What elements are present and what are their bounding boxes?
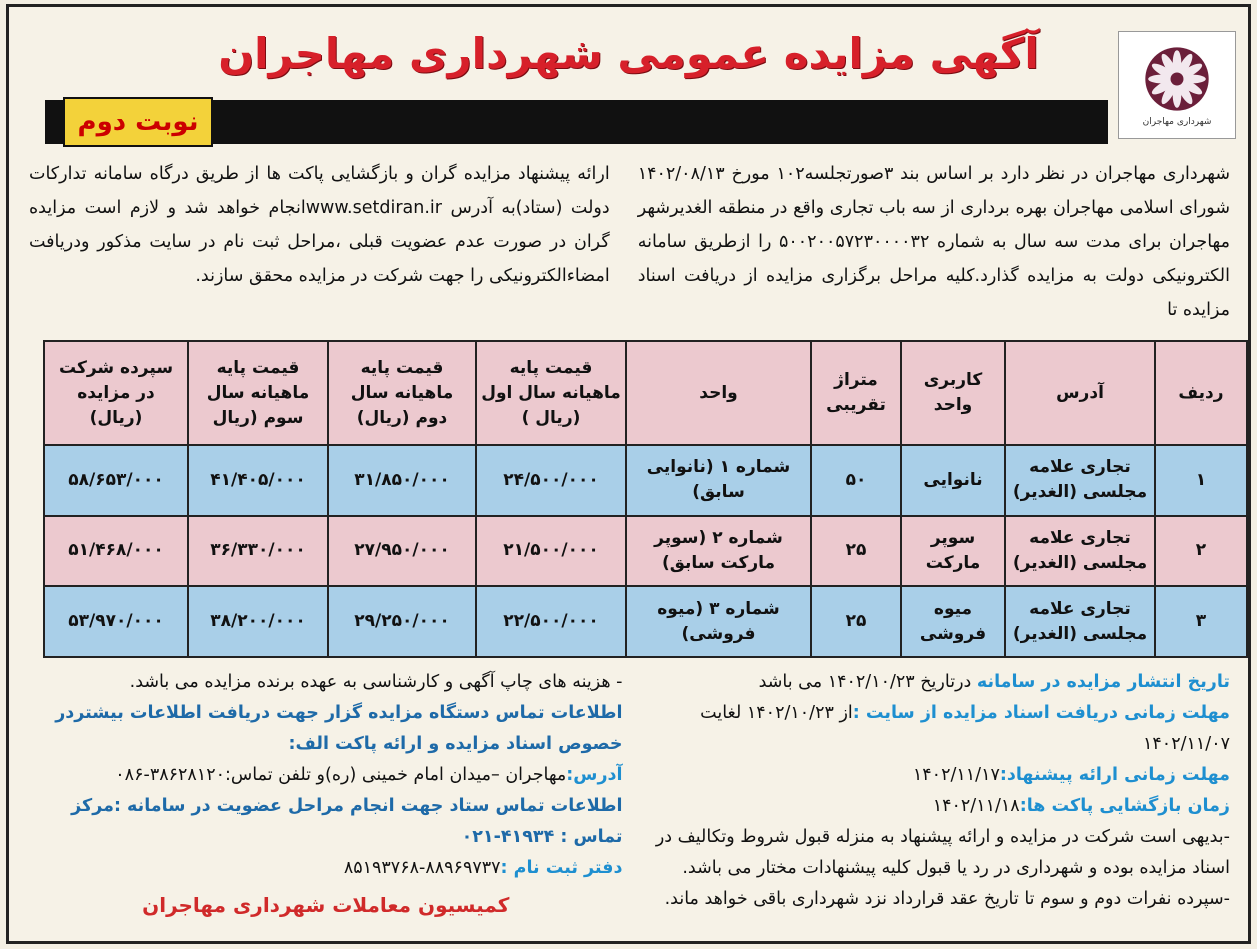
price-year-2-cell: ۲۹/۲۵۰/۰۰۰ xyxy=(328,586,476,657)
deposit-cell: ۵۳/۹۷۰/۰۰۰ xyxy=(44,586,188,657)
price-year-1-cell: ۲۱/۵۰۰/۰۰۰ xyxy=(476,516,626,587)
header-usage: کاربری واحد xyxy=(901,341,1005,445)
office-line xyxy=(29,853,623,884)
docs-deadline-value: از ۱۴۰۲/۱۰/۲۳ لغایت ۱۴۰۲/۱۱/۰۷ xyxy=(700,703,1230,754)
intro-right-column: شهرداری مهاجران در نظر دارد بر اساس بند ۳صورتجلسه۱۰۲ مورخ ۱۴۰۲/۰۸/۱۳ شورای اسلامی مهاجران بهره برداری از سه باب تجاری واقع در منطقه الغدیرشهر مهاجران برای مدت سه سال به شماره ۵۰۰۲۰۰۵۷۲۳۰۰۰۰۳۲ را ازطریق سامانه الکترونیکی دولت به مزایده گذارد.کلیه مراحل برگزاری مزایده از دریافت اسناد مزایده تا xyxy=(637,164,1230,320)
price-year-3-cell: ۳۸/۲۰۰/۰۰۰ xyxy=(188,586,328,657)
header-address: آدرس xyxy=(1005,341,1155,445)
header-price-year-1: قیمت پایه ماهیانه سال اول (ریال ) xyxy=(476,341,626,445)
publish-date-value: درتاریخ ۱۴۰۲/۱۰/۲۳ می باشد xyxy=(758,672,977,692)
address-line xyxy=(29,760,623,791)
offer-deadline-label: مهلت زمانی ارائه پیشنهاد: xyxy=(999,765,1230,785)
usage-cell: نانوایی xyxy=(901,445,1005,516)
contact-heading: اطلاعات تماس دستگاه مزایده گزار جهت دریافت اطلاعات بیشتردر خصوص اسناد مزایده و ارائه پاکت الف: xyxy=(55,703,623,754)
office-label: دفتر ثبت نام : xyxy=(500,858,623,878)
price-year-3-cell: ۳۶/۳۳۰/۰۰۰ xyxy=(188,516,328,587)
address-value: مهاجران –میدان امام خمینی (ره)و تلفن تماس:۳۸۶۲۸۱۲۰-۰۸۶ xyxy=(115,765,567,785)
area-cell: ۲۵ xyxy=(811,516,901,587)
turn-badge: نوبت دوم xyxy=(63,97,213,147)
header-price-year-2: قیمت پایه ماهیانه سال دوم (ریال) xyxy=(328,341,476,445)
unit-cell: شماره ۳ (میوه فروشی) xyxy=(626,586,811,657)
commission-signature: کمیسیون معاملات شهرداری مهاجران xyxy=(142,893,510,917)
price-year-3-cell: ۴۱/۴۰۵/۰۰۰ xyxy=(188,445,328,516)
header-area: متراژ تقریبی xyxy=(811,341,901,445)
publish-date-line xyxy=(637,667,1231,698)
terms-note: -بدیهی است شرکت در مزایده و ارائه پیشنهاد به منزله قبول شروط وتکالیف در اسناد مزایده بوده و شهرداری در رد یا قبول کلیه پیشنهادات مختار می باشد. xyxy=(655,827,1230,878)
municipality-logo xyxy=(1118,31,1236,139)
area-cell: ۲۵ xyxy=(811,586,901,657)
intro-section xyxy=(29,157,1230,327)
docs-deadline-label: مهلت زمانی دریافت اسناد مزایده از سایت : xyxy=(852,703,1230,723)
address-label: آدرس: xyxy=(566,765,623,785)
header-deposit: سپرده شرکت در مزایده (ریال) xyxy=(44,341,188,445)
table-row xyxy=(44,445,1247,516)
price-year-2-cell: ۲۷/۹۵۰/۰۰۰ xyxy=(328,516,476,587)
auction-items-table xyxy=(43,340,1248,658)
deposit-note: -سپرده نفرات دوم و سوم تا تاریخ عقد قرارداد نزد شهرداری باقی خواهد ماند. xyxy=(664,889,1230,909)
flower-emblem-icon xyxy=(1141,43,1213,115)
newspaper-ad xyxy=(6,4,1251,944)
details-section xyxy=(29,667,1230,937)
area-cell: ۵۰ xyxy=(811,445,901,516)
usage-cell: میوه فروشی xyxy=(901,586,1005,657)
price-year-2-cell: ۳۱/۸۵۰/۰۰۰ xyxy=(328,445,476,516)
usage-cell: سوپر مارکت xyxy=(901,516,1005,587)
unit-cell: شماره ۱ (نانوایی سابق) xyxy=(626,445,811,516)
logo-caption: شهرداری مهاجران xyxy=(1142,117,1212,127)
deposit-cell: ۵۱/۴۶۸/۰۰۰ xyxy=(44,516,188,587)
offer-deadline-line xyxy=(637,760,1231,791)
docs-deadline-line xyxy=(637,698,1231,760)
opening-date-line xyxy=(637,791,1231,822)
price-year-1-cell: ۲۲/۵۰۰/۰۰۰ xyxy=(476,586,626,657)
publish-date-label: تاریخ انتشار مزایده در سامانه xyxy=(976,672,1230,692)
address-cell: تجاری علامه مجلسی (الغدیر) xyxy=(1005,586,1155,657)
address-cell: تجاری علامه مجلسی (الغدیر) xyxy=(1005,445,1155,516)
setad-contact: اطلاعات تماس ستاد جهت انجام مراحل عضویت در سامانه :مرکز تماس : ۴۱۹۳۴-۰۲۱ xyxy=(71,796,623,847)
address-cell: تجاری علامه مجلسی (الغدیر) xyxy=(1005,516,1155,587)
header-unit: واحد xyxy=(626,341,811,445)
table-header-row xyxy=(44,341,1247,445)
dates-column xyxy=(637,667,1231,937)
header-price-year-3: قیمت پایه ماهیانه سال سوم (ریال xyxy=(188,341,328,445)
price-year-1-cell: ۲۴/۵۰۰/۰۰۰ xyxy=(476,445,626,516)
intro-left-column: ارائه پیشنهاد مزایده گران و بازگشایی پاکت ها از طریق درگاه سامانه تدارکات دولت (ستاد)به آدرس www.setdiran.irانجام خواهد شد و لازم است مزایده گران در صورت عدم عضویت قبلی ،مراحل ثبت نام در سایت مذکور ودریافت امضاءالکترونیکی را جهت شرکت در مزایده محقق سازند. xyxy=(29,164,610,286)
opening-date-value: ۱۴۰۲/۱۱/۱۸ xyxy=(932,796,1020,816)
opening-date-label: زمان بازگشایی پاکت ها: xyxy=(1019,796,1230,816)
offer-deadline-value: ۱۴۰۲/۱۱/۱۷ xyxy=(912,765,1000,785)
contact-column xyxy=(29,667,623,937)
table-row xyxy=(44,586,1247,657)
row-number: ۱ xyxy=(1155,445,1247,516)
table-row xyxy=(44,516,1247,587)
cost-note: - هزینه های چاپ آگهی و کارشناسی به عهده برنده مزایده می باشد. xyxy=(129,672,623,692)
header-row-number: ردیف xyxy=(1155,341,1247,445)
deposit-cell: ۵۸/۶۵۳/۰۰۰ xyxy=(44,445,188,516)
office-value: ۸۸۹۶۹۷۳۷-۸۵۱۹۳۷۶۸ xyxy=(343,858,501,878)
ad-title: آگهی مزایده عمومی شهرداری مهاجران xyxy=(218,29,1039,78)
row-number: ۲ xyxy=(1155,516,1247,587)
row-number: ۳ xyxy=(1155,586,1247,657)
unit-cell: شماره ۲ (سوپر مارکت سابق) xyxy=(626,516,811,587)
